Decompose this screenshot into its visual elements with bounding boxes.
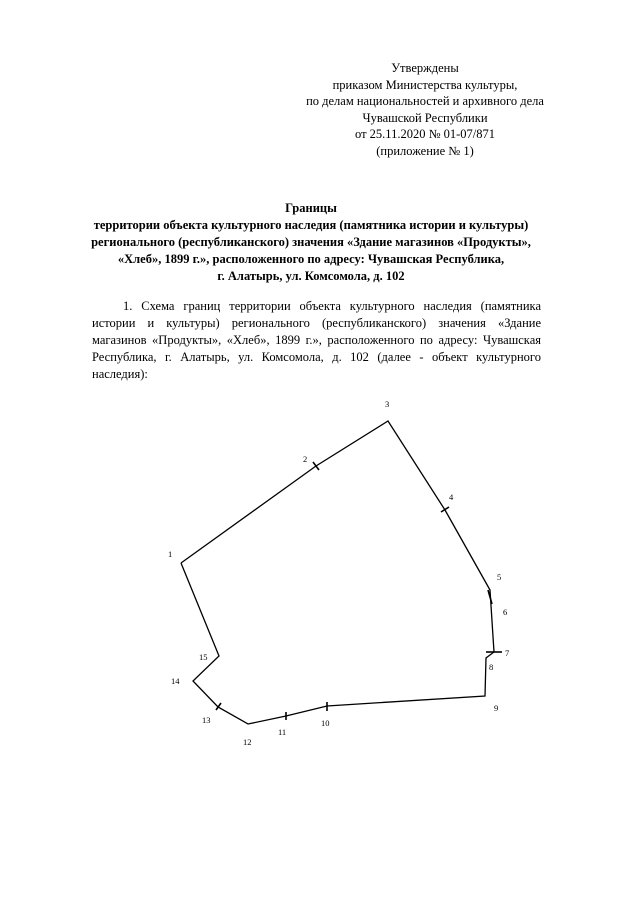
point-label: 10	[321, 718, 330, 728]
point-label: 11	[278, 727, 287, 737]
point-label: 7	[505, 648, 510, 658]
approval-line: Утверждены	[391, 61, 459, 75]
title-line: «Хлеб», 1899 г.», расположенного по адресу: Чувашская Республика,	[117, 252, 505, 266]
document-title	[80, 200, 542, 285]
scheme-description: 1. Схема границ территории объекта культурного наследия (памятника истории и культуры) регионального (республиканского) значения «Здание магазинов «Продукты», «Хлеб», 1899 г.», расположенного по адресу: Чувашская Республика, г. Алатырь, ул. Комсомола, д. 102 (далее - объект культурного наследия):	[92, 299, 541, 381]
point-label: 9	[494, 703, 499, 713]
approval-line: приказом Министерства культуры,	[332, 77, 518, 92]
approval-line: от 25.11.2020 № 01-07/871	[354, 127, 496, 141]
approval-line: (приложение № 1)	[376, 143, 474, 158]
point-label: 5	[497, 572, 502, 582]
approval-line: по делам национальностей и архивного дела	[306, 94, 544, 108]
point-label: 14	[171, 676, 180, 686]
point-label: 13	[202, 715, 211, 725]
approval-line: Чувашской Республики	[362, 110, 488, 125]
point-label: 6	[503, 607, 508, 617]
boundary-outline	[181, 421, 494, 724]
point-label: 1	[168, 549, 173, 559]
point-label: 15	[199, 652, 208, 662]
point-label: 2	[303, 454, 308, 464]
point-label: 12	[243, 737, 252, 747]
point-label: 8	[489, 662, 494, 672]
title-line: регионального (республиканского) значения «Здание магазинов «Продукты»,	[91, 235, 531, 249]
boundary-scheme	[0, 390, 640, 760]
point-label: 4	[449, 492, 454, 502]
title-line: территории объекта культурного наследия (памятника истории и культуры)	[93, 218, 529, 232]
boundary-tick	[313, 462, 319, 470]
point-label: 3	[385, 399, 390, 409]
title-line: г. Алатырь, ул. Комсомола, д. 102	[217, 269, 405, 283]
approval-stamp	[300, 60, 550, 159]
title-line: Границы	[285, 201, 337, 215]
